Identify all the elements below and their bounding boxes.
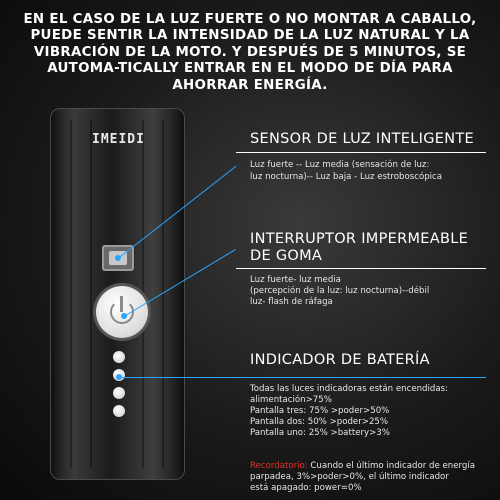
switch-desc-line: Luz fuerte- luz media: [250, 275, 341, 285]
switch-marker: [121, 313, 127, 319]
sensor-desc-line: luz nocturna)-- Luz baja - Luz estroboscópica: [250, 172, 443, 182]
divider: [236, 268, 486, 269]
battery-reminder-line: está apagado: power=0%: [250, 483, 362, 493]
headline-text: EN EL CASO DE LA LUZ FUERTE O NO MONTAR A CABALLO, PUEDE SENTIR LA INTENSIDAD DE LA LUZ NATURAL Y LA VIBRACIÓN DE LA MOTO. Y DESPUÉS DE 5 MINUTOS, SE AUTOMA-TICALLY ENTRAR EN EL MODO DE DÍA PARA AHORRAR ENERGÍA.: [23, 12, 477, 93]
power-button[interactable]: [96, 286, 148, 338]
switch-heading: INTERRUPTOR IMPERMEABLE: [250, 231, 469, 247]
sensor-desc-line: Luz fuerte -- Luz media (sensación de luz:: [250, 160, 430, 170]
battery-reminder-line: parpadea, 3%>poder>0%, el último indicador: [250, 472, 449, 482]
brand-logo: IMEIDI: [92, 132, 145, 147]
reminder-label: Recordatorio:: [250, 461, 308, 471]
battery-desc-line: Todas las luces indicadoras están encendidas:: [250, 384, 448, 394]
switch-desc-line: (percepción de la luz: luz nocturna)--débil: [250, 286, 430, 296]
reminder-text: Cuando el último indicador de energía: [307, 461, 475, 471]
battery-reminder: [250, 461, 495, 472]
divider: [236, 152, 486, 153]
battery-led: [113, 351, 125, 363]
battery-led: [113, 405, 125, 417]
battery-heading: INDICADOR DE BATERÍA: [250, 352, 430, 368]
battery-led: [113, 387, 125, 399]
switch-desc-line: luz- flash de ráfaga: [250, 297, 333, 307]
battery-marker: [116, 374, 122, 380]
switch-heading: DE GOMA: [250, 248, 323, 264]
battery-desc-line: Pantalla dos: 50% >poder>25%: [250, 417, 389, 427]
sensor-heading: SENSOR DE LUZ INTELIGENTE: [250, 131, 474, 147]
battery-desc-line: Pantalla tres: 75% >poder>50%: [250, 406, 390, 416]
sensor-marker: [115, 255, 121, 261]
battery-desc-line: Pantalla uno: 25% >battery>3%: [250, 428, 390, 438]
battery-leader-line: [120, 377, 486, 378]
battery-desc-line: alimentación>75%: [250, 395, 332, 405]
